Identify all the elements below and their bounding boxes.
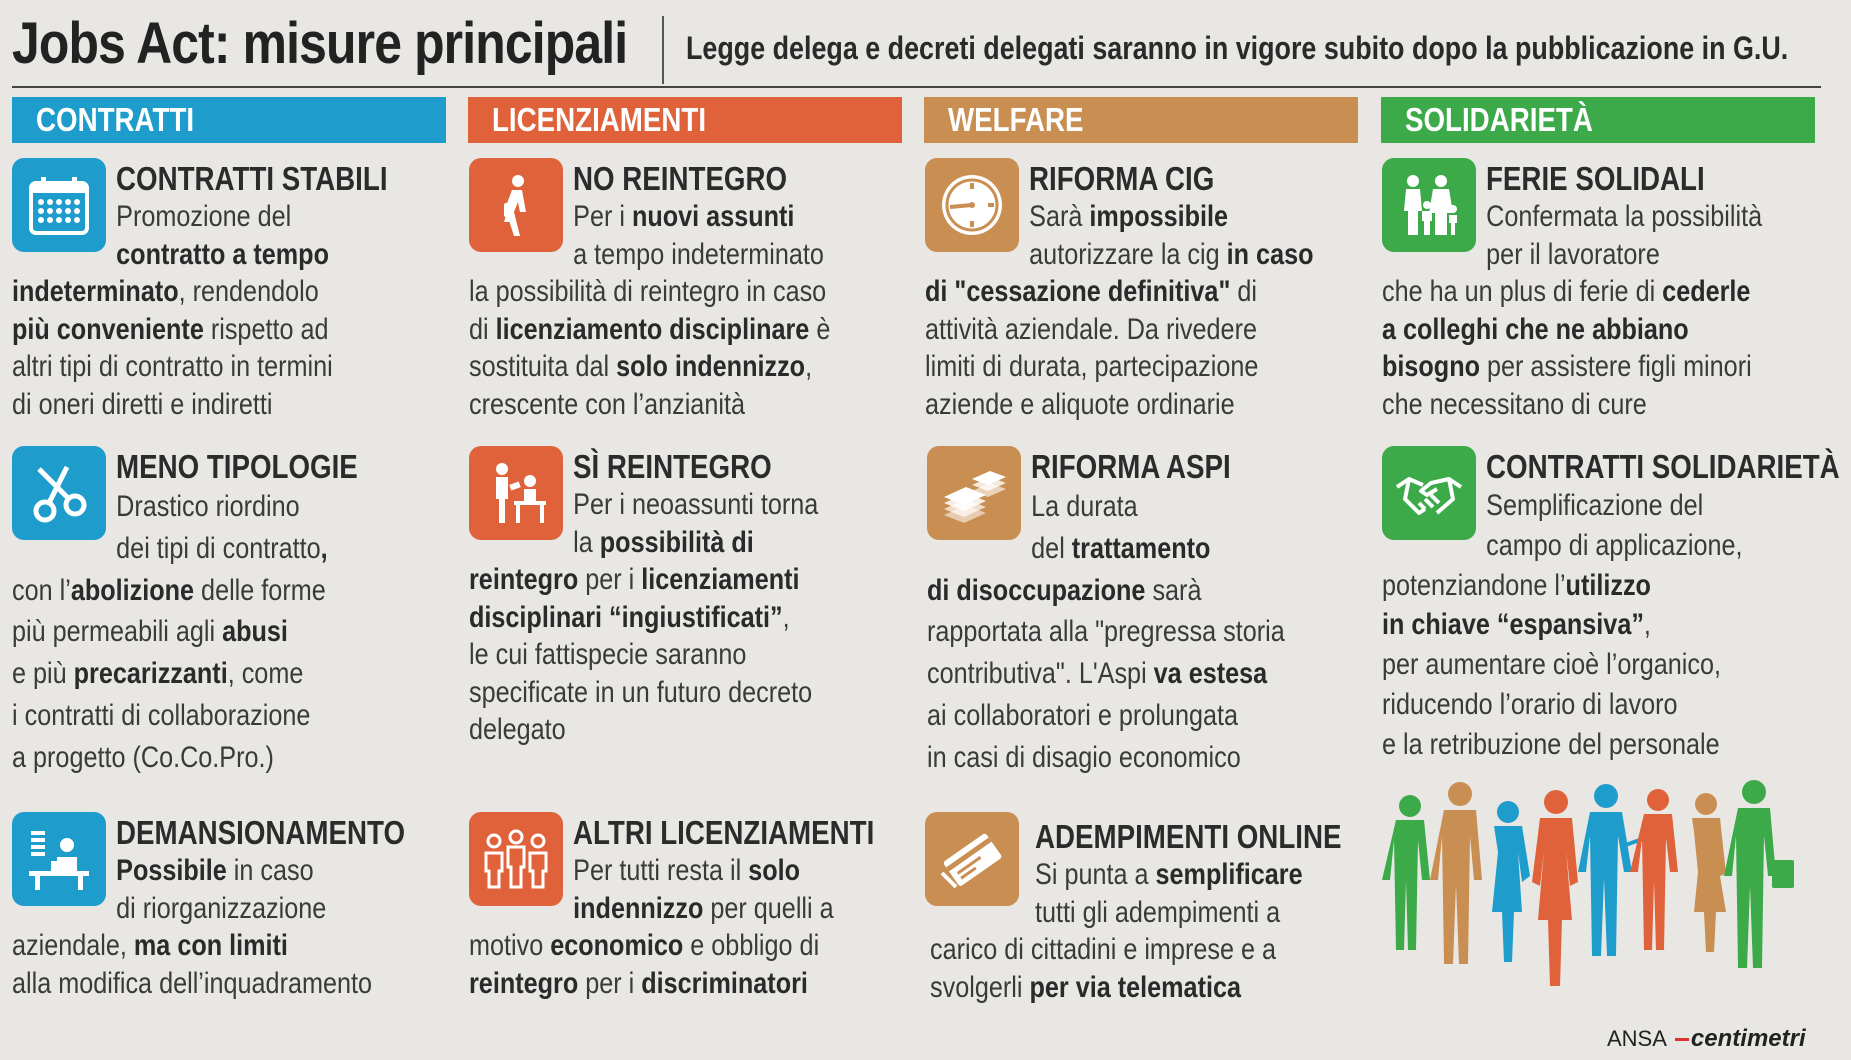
agency-label: ANSA	[1607, 1026, 1667, 1051]
block-text: Promozione del contratto a tempo indeterminato, rendendolo più conveniente rispetto ad altri tipi di contratto in termini di oneri diretti e indiretti	[12, 200, 333, 421]
block-text: Si punta a semplificare tutti gli adempimenti a carico di cittadini e imprese e a svolgerli per via telematica	[930, 858, 1303, 1004]
block-text: Drastico riordino dei tipi di contratto, con l’abolizione delle forme più permeabili agli abusi e più precarizzanti, come i contratti di collaborazione a progetto (Co.Co.Pro.)	[12, 490, 328, 774]
person-silhouette	[1692, 793, 1726, 952]
block-text: Semplificazione del campo di applicazione, potenziandone l’utilizzo in chiave “espansiva”, per aumentare cioè l’organico, riducendo l’orario di lavoro e la retribuzione del personale	[1382, 489, 1743, 761]
block-title: ALTRI LICENZIAMENTI	[573, 814, 875, 851]
block-title: DEMANSIONAMENTO	[116, 814, 406, 851]
block-title: MENO TIPOLOGIE	[116, 448, 358, 485]
block-title: ADEMPIMENTI ONLINE	[1035, 818, 1342, 855]
column-header-licenziamenti: LICENZIAMENTI	[468, 97, 902, 143]
person-silhouette	[1532, 790, 1578, 986]
block-text: La durata del trattamento di disoccupazione sarà rapportata alla "pregressa storia contributiva". L'Aspi va estesa ai collaboratori e prolungata in casi di disagio economico	[927, 490, 1285, 774]
block-text: Per i neoassunti torna la possibilità di reintegro per i licenziamenti disciplinari “ingiustificati”, le cui fattispecie saranno specificate in un futuro decreto delegato	[469, 488, 819, 746]
person-silhouette	[1630, 789, 1678, 950]
person-silhouette	[1492, 801, 1530, 962]
person-silhouette	[1724, 780, 1794, 968]
brand-logo: centimetri	[1675, 1025, 1806, 1052]
person-silhouette	[1382, 795, 1430, 950]
block-title: CONTRATTI SOLIDARIETÀ	[1486, 448, 1840, 485]
column-header-contratti: CONTRATTI	[12, 97, 446, 143]
block-text: Per i nuovi assunti a tempo indeterminato la possibilità di reintegro in caso di licenziamento disciplinare è sostituita dal solo indennizzo, crescente con l’anzianità	[469, 200, 831, 421]
page-title: Jobs Act: misure principali	[12, 11, 628, 76]
block-title: NO REINTEGRO	[573, 160, 788, 197]
block-title: SÌ REINTEGRO	[573, 448, 772, 485]
block-text: Per tutti resta il solo indennizzo per quelli a motivo economico e obbligo di reintegro per i discriminatori	[469, 854, 834, 1000]
block-text: Sarà impossibile autorizzare la cig in caso di "cessazione definitiva" di attività aziendale. Da rivedere limiti di durata, partecipazione aziende e aliquote ordinarie	[925, 200, 1314, 421]
block-title: RIFORMA ASPI	[1031, 448, 1231, 485]
block-title: CONTRATTI STABILI	[116, 160, 388, 197]
column-header-solidarieta: SOLIDARIETÀ	[1381, 97, 1815, 143]
block-title: FERIE SOLIDALI	[1486, 160, 1705, 197]
people-silhouettes-illustration	[1380, 780, 1830, 1020]
block-text: Confermata la possibilità per il lavoratore che ha un plus di ferie di cederle a colleghi che ne abbiano bisogno per assistere figli minori che necessitano di cure	[1382, 200, 1763, 421]
block-text: Possibile in caso di riorganizzazione aziendale, ma con limiti alla modifica dell’inquadramento	[12, 854, 373, 1000]
title-divider	[662, 16, 664, 84]
credit-line	[1607, 1025, 1806, 1053]
person-silhouette	[1430, 782, 1482, 964]
header-rule	[12, 86, 1821, 88]
page-subtitle: Legge delega e decreti delegati saranno in vigore subito dopo la pubblicazione in G.U.	[686, 30, 1789, 66]
block-title: RIFORMA CIG	[1029, 160, 1215, 197]
column-header-welfare: WELFARE	[924, 97, 1358, 143]
